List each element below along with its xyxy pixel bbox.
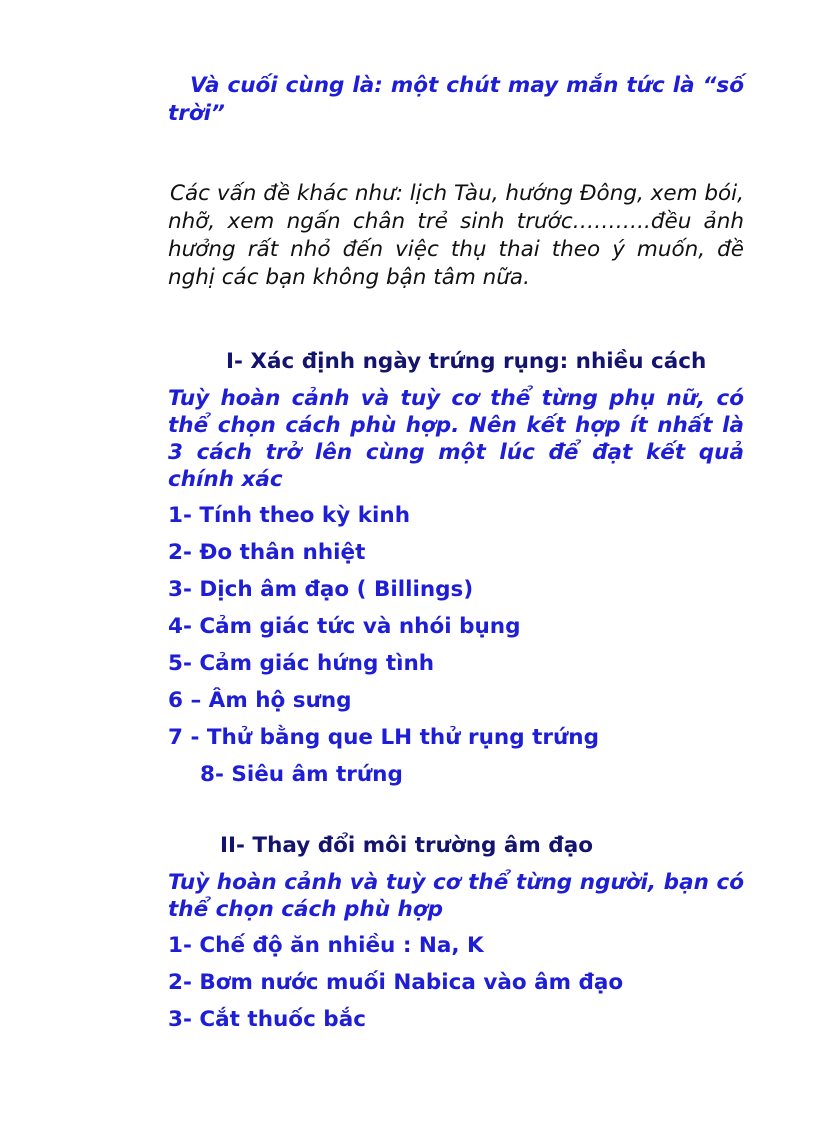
list-item: 2- Đo thân nhiệt — [168, 540, 366, 565]
section1-heading: I- Xác định ngày trứng rụng: nhiều cách — [226, 349, 707, 374]
section1-description: Tuỳ hoàn cảnh và tuỳ cơ thể từng phụ nữ, có thể chọn cách phù hợp. Nên kết hợp ít nhất là 3 cách trở lên cùng một lúc để đạt kết quả chính xác — [168, 386, 744, 492]
list-item: 8- Siêu âm trứng — [200, 762, 403, 787]
list-item: 1- Tính theo kỳ kinh — [168, 503, 411, 528]
list-item: 7 - Thử bằng que LH thử rụng trứng — [168, 725, 599, 750]
document-page — [168, 72, 744, 1034]
section2-list — [168, 932, 744, 1034]
list-item: 3- Cắt thuốc bắc — [168, 1007, 366, 1032]
intro-paragraph: Các vấn đề khác như: lịch Tàu, hướng Đông, xem bói, nhỡ, xem ngấn chân trẻ sinh trước………..đều ảnh hưởng rất nhỏ đến việc thụ thai theo ý muốn, đề nghị các bạn không bận tâm nữa. — [168, 181, 744, 290]
section2-heading: II- Thay đổi môi trường âm đạo — [220, 833, 593, 858]
list-item: 4- Cảm giác tức và nhói bụng — [168, 614, 521, 639]
section1-list — [168, 502, 744, 789]
section2-description: Tuỳ hoàn cảnh và tuỳ cơ thể từng người, bạn có thể chọn cách phù hợp — [168, 870, 744, 922]
closing-remark: Và cuối cùng là: một chút may mắn tức là “số trời” — [168, 73, 744, 126]
list-item: 3- Dịch âm đạo ( Billings) — [168, 577, 474, 602]
list-item: 6 – Âm hộ sưng — [168, 688, 352, 713]
list-item: 5- Cảm giác hứng tình — [168, 651, 435, 676]
list-item: 2- Bơm nước muối Nabica vào âm đạo — [168, 970, 624, 995]
list-item: 1- Chế độ ăn nhiều : Na, K — [168, 933, 484, 958]
